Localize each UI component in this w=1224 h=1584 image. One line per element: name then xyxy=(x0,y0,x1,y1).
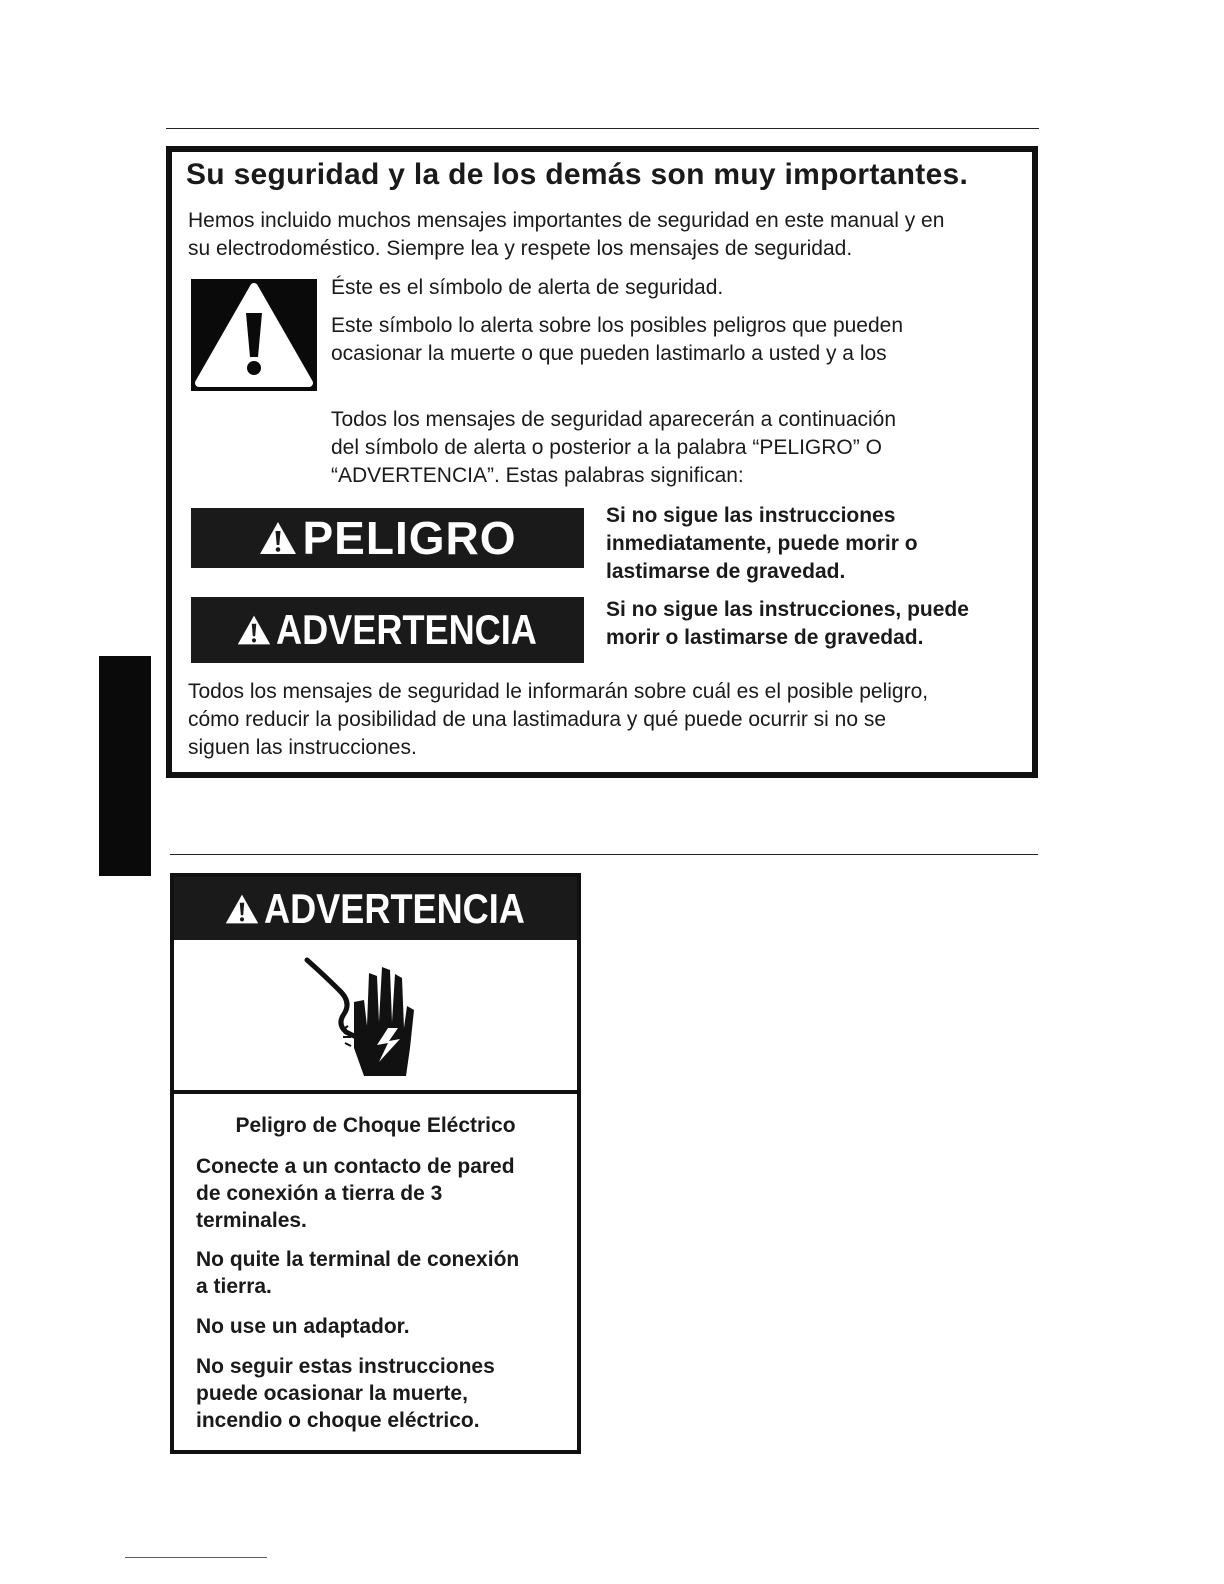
electric-shock-warning-label xyxy=(170,873,581,1454)
warning-label-divider xyxy=(174,1090,577,1094)
peligro-signal-bar xyxy=(191,508,584,568)
peligro-desc-line-3: lastimarse de gravedad. xyxy=(606,560,846,583)
alert-symbol-desc-line-1: Este símbolo lo alerta sobre los posibles peligros que pueden xyxy=(331,314,904,337)
advertencia-label: ADVERTENCIA xyxy=(275,606,537,653)
footer-link-underline[interactable] xyxy=(125,1557,267,1558)
peligro-desc-line-2: inmediatamente, puede morir o xyxy=(606,532,918,555)
warning-triangle-icon xyxy=(258,520,298,556)
closing-line-1: Todos los mensajes de seguridad le informarán sobre cuál es el posible peligro, xyxy=(188,680,929,703)
instruction-line: No quite la terminal de conexión xyxy=(196,1248,520,1271)
closing-line-3: siguen las instrucciones. xyxy=(188,736,417,759)
warning-triangle-icon xyxy=(236,613,272,647)
safety-box-title: Su seguridad y la de los demás son muy importantes. xyxy=(186,158,969,191)
instruction-line: de conexión a tierra de 3 xyxy=(196,1182,443,1205)
peligro-desc-line-1: Si no sigue las instrucciones xyxy=(606,504,896,527)
instruction-line: a tierra. xyxy=(196,1275,272,1298)
advertencia-signal-bar xyxy=(191,597,584,663)
alert-symbol-title: Éste es el símbolo de alerta de seguridad. xyxy=(331,276,724,299)
safety-box xyxy=(166,146,1038,778)
warning-label-header-text: ADVERTENCIA xyxy=(263,884,525,932)
instruction-line: terminales. xyxy=(196,1209,307,1232)
warning-triangle-icon xyxy=(224,892,260,926)
alert-symbol-desc-line-2: ocasionar la muerte o que pueden lastimarlo a usted y a los xyxy=(331,342,887,365)
instruction-line: Conecte a un contacto de pared xyxy=(196,1155,515,1178)
messages-line-1: Todos los mensajes de seguridad aparecerán a continuación xyxy=(331,408,897,431)
intro-line-1: Hemos incluido muchos mensajes importantes de seguridad en este manual y en xyxy=(188,209,945,232)
warning-label-header xyxy=(174,877,577,940)
section-tab xyxy=(99,656,151,876)
advertencia-desc-line-2: morir o lastimarse de gravedad. xyxy=(606,626,924,649)
advertencia-desc-line-1: Si no sigue las instrucciones, puede xyxy=(606,598,969,621)
instruction-line: puede ocasionar la muerte, xyxy=(196,1382,468,1405)
hazard-title: Peligro de Choque Eléctrico xyxy=(235,1114,516,1137)
instruction-line: incendio o choque eléctrico. xyxy=(196,1409,480,1432)
intro-line-2: su electrodoméstico. Siempre lea y respete los mensajes de seguridad. xyxy=(188,237,853,260)
section-rule xyxy=(170,854,1038,855)
instruction-line: No use un adaptador. xyxy=(196,1315,410,1338)
messages-line-3: “ADVERTENCIA”. Estas palabras significan: xyxy=(331,464,744,487)
electric-shock-hand-icon xyxy=(174,940,577,1090)
instruction-line: No seguir estas instrucciones xyxy=(196,1355,495,1378)
messages-line-2: del símbolo de alerta o posterior a la palabra “PELIGRO” O xyxy=(331,436,882,459)
top-rule xyxy=(166,128,1039,129)
closing-line-2: cómo reducir la posibilidad de una lastimadura y qué puede ocurrir si no se xyxy=(188,708,887,731)
peligro-label: PELIGRO xyxy=(302,512,517,564)
safety-alert-symbol-icon xyxy=(191,279,317,391)
